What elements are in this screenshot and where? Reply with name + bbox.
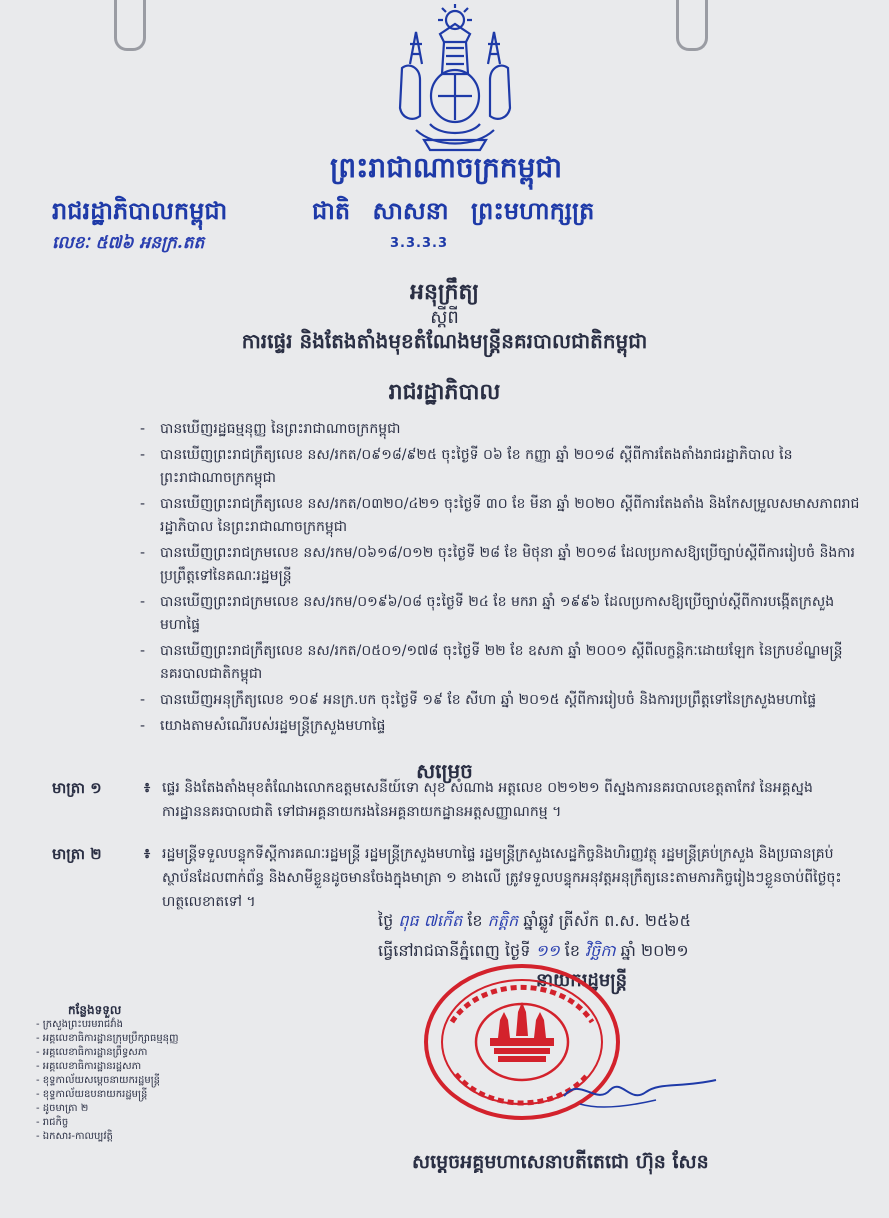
recipient-item: - អគ្គលេខាធិការដ្ឋានព្រឹទ្ធសភា: [36, 1046, 179, 1060]
signer-name: សម្តេចអគ្គមហាសេនាបតីតេជោ ហ៊ុន សែន: [412, 1151, 709, 1173]
recipients-list: [36, 1018, 179, 1144]
issuing-authority: រាជរដ្ឋាភិបាល: [388, 380, 501, 405]
document-subject: ការផ្ទេរ និងតែងតាំងមុខតំណែងមន្ត្រីនគរបាលជាតិកម្ពុជា: [241, 329, 648, 353]
recipient-item: - ខុទ្ទកាល័យឧបនាយករដ្ឋមន្ត្រី: [36, 1088, 179, 1102]
paper-clip: [676, 0, 708, 51]
article-1: [52, 776, 852, 824]
lunar-date-line: [378, 910, 691, 934]
article-colon: ៖: [144, 780, 151, 796]
recipient-item: - ដូចមាត្រា ២: [36, 1102, 179, 1116]
national-motto: ជាតិ សាសនា ព្រះមហាក្សត្រ: [312, 197, 595, 225]
article-colon: ៖: [144, 846, 151, 862]
prime-minister-label: នាយករដ្ឋមន្ត្រី: [536, 970, 628, 991]
legal-basis-item: - បានឃើញព្រះរាជក្រមលេខ នស/រកម/០១៩៦/០៨ ចុះថ្ងៃទី ២៤ ខែ មករា ឆ្នាំ ១៩៩៦ ដែលប្រកាសឱ្យប្រើច្បាប់ស្តីពីការបង្កើតក្រសួងមហាផ្ទៃ: [140, 591, 860, 637]
month-label: ខែ: [564, 941, 580, 960]
article-2: [52, 842, 852, 914]
article-label: មាត្រា ២: [52, 845, 102, 863]
legal-basis-item: - បានឃើញអនុក្រឹត្យលេខ ១០៩ អនក្រ.បក ចុះថ្ងៃទី ១៩ ខែ សីហា ឆ្នាំ ២០១៥ ស្តីពីការរៀបចំ និងការប្រព្រឹត្តទៅនៃក្រសួងមហាផ្ទៃ: [140, 689, 860, 712]
document-type: អនុក្រឹត្យ: [410, 280, 479, 305]
legal-basis-item: - បានឃើញព្រះរាជក្រឹត្យលេខ នស/រកត/០៥០១/១៧៨ ចុះថ្ងៃទី ២២ ខែ ឧសភា ឆ្នាំ ២០០១ ស្តីពីលក្ខន្តិកៈដោយឡែក នៃក្របខ័ណ្ឌមន្ត្រីនគរបាលជាតិកម្ពុជា: [140, 640, 860, 686]
decision-heading: សម្រេច: [416, 759, 473, 783]
signature-icon: [560, 1066, 720, 1116]
recipient-item: - អគ្គលេខាធិការដ្ឋានរដ្ឋសភា: [36, 1060, 179, 1074]
lunar-year: ឆ្នាំឆ្លូវ ត្រីស័ក ព.ស. ២៥៦៥: [523, 911, 691, 930]
lunar-month-handwritten: កត្តិក: [487, 911, 519, 930]
government-heading: រាជរដ្ឋាភិបាលកម្ពុជា: [52, 197, 228, 225]
paper-clip: [114, 0, 146, 51]
year: ឆ្នាំ ២០២១: [620, 941, 689, 960]
article-text: ផ្ទេរ និងតែងតាំងមុខតំណែងលោកឧត្តមសេនីយ៍ទោ សុខ សំណាង អត្តលេខ ០២១២១ ពីស្នងការនគរបាលខេត្តតាកែវ នៃអគ្គស្នងការដ្ឋាននគរបាលជាតិ ទៅជាអគ្គនាយករងនៃអគ្គនាយកដ្ឋានអត្តសញ្ញាណកម្ម ។: [162, 780, 813, 820]
month-handwritten: វិច្ឆិកា: [585, 941, 616, 960]
legal-basis-item: - បានឃើញព្រះរាជក្រមលេខ នស/រកម/០៦១៨/០១២ ចុះថ្ងៃទី ២៨ ខែ មិថុនា ឆ្នាំ ២០១៨ ដែលប្រកាសឱ្យប្រើច្បាប់ស្តីពីការរៀបចំ និងការប្រព្រឹត្តទៅនៃគណៈរដ្ឋមន្ត្រី: [140, 542, 860, 588]
recipients-title: កន្លែងទទួល: [68, 1003, 122, 1017]
lunar-month-label: ខែ: [467, 911, 483, 930]
recipient-item: - អគ្គលេខាធិការដ្ឋានក្រុមប្រឹក្សាធម្មនុញ្ញ: [36, 1032, 179, 1046]
recipient-item: - ឯកសារ-កាលប្បវត្តិ: [36, 1130, 179, 1144]
lunar-day-handwritten: ពុធ ៧កើត: [398, 911, 463, 930]
recipient-item: - ក្រសួងព្រះបរមរាជវាំង: [36, 1018, 179, 1032]
legal-basis-item: - បានឃើញព្រះរាជក្រឹត្យលេខ នស/រកត/០៩១៨/៩២៥ ចុះថ្ងៃទី ០៦ ខែ កញ្ញា ឆ្នាំ ២០១៨ ស្តីពីការតែងតាំងរាជរដ្ឋាភិបាល នៃព្រះរាជាណាចក្រកម្ពុជា: [140, 444, 860, 490]
legal-basis-item: - បានឃើញរដ្ឋធម្មនុញ្ញ នៃព្រះរាជាណាចក្រកម្ពុជា: [140, 418, 860, 441]
legal-basis-item: - បានឃើញព្រះរាជក្រឹត្យលេខ នស/រកត/០៣២០/៤២១ ចុះថ្ងៃទី ៣០ ខែ មីនា ឆ្នាំ ២០២០ ស្តីពីការតែងតាំង និងកែសម្រួលសមាសភាពរាជរដ្ឋាភិបាល នៃព្រះរាជាណាចក្រកម្ពុជា: [140, 493, 860, 539]
legal-basis-list: [140, 418, 860, 741]
recipient-item: - រាជកិច្ច: [36, 1116, 179, 1130]
royal-emblem-icon: [380, 4, 530, 154]
recipient-item: - ខុទ្ទកាល័យសម្តេចនាយករដ្ឋមន្ត្រី: [36, 1074, 179, 1088]
about-label: ស្តីពី: [430, 307, 459, 328]
article-label: មាត្រា ១: [52, 779, 102, 797]
motto-ornament: 3.3.3.3: [390, 236, 448, 251]
day-handwritten: ១១: [535, 941, 560, 960]
place-label: ធ្វើនៅរាជធានីភ្នំពេញ ថ្ងៃទី: [378, 941, 531, 960]
lunar-day-label: ថ្ងៃ: [378, 911, 394, 930]
reference-number: លេខៈ ៥៧៦ អនក្រ.តត: [52, 233, 205, 253]
article-text: រដ្ឋមន្ត្រីទទួលបន្ទុកទីស្តីការគណៈរដ្ឋមន្ត្រី រដ្ឋមន្ត្រីក្រសួងមហាផ្ទៃ រដ្ឋមន្ត្រីក្រសួងសេដ្ឋកិច្ចនិងហិរញ្ញវត្ថុ រដ្ឋមន្ត្រីគ្រប់ក្រសួង និងប្រធានគ្រប់ស្ថាប័នដែលពាក់ព័ន្ធ និងសាមីខ្លួនដូចមានចែងក្នុងមាត្រា ១ ខាងលើ ត្រូវទទួលបន្ទុកអនុវត្តអនុក្រឹត្យនេះតាមភារកិច្ចរៀងៗខ្លួនចាប់ពីថ្ងៃចុះហត្ថលេខាតទៅ ។: [162, 846, 842, 910]
kingdom-title: ព្រះរាជាណាចក្រកម្ពុជា: [330, 151, 563, 184]
solar-date-line: [378, 940, 689, 964]
legal-basis-item: - យោងតាមសំណើរបស់រដ្ឋមន្ត្រីក្រសួងមហាផ្ទៃ: [140, 715, 860, 738]
